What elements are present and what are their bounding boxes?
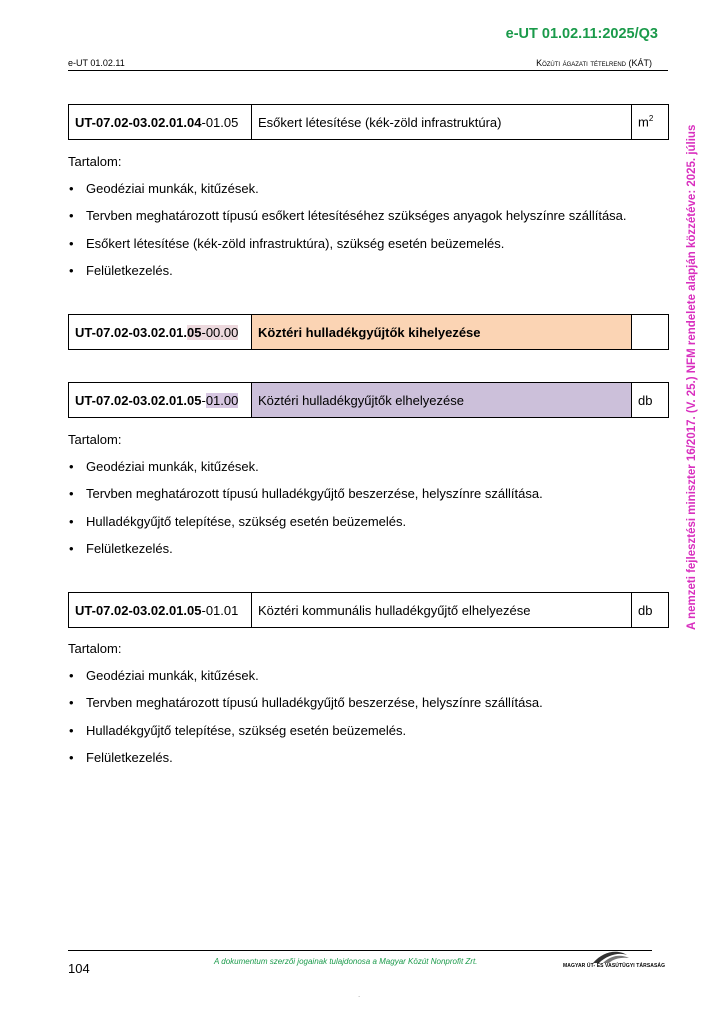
list-item: • Geodéziai munkák, kitűzések. — [68, 668, 543, 695]
page-number: 104 — [68, 961, 90, 976]
item-table — [68, 592, 669, 628]
doc-code: e-UT 01.02.11:2025/Q3 — [505, 26, 658, 42]
list-item: • Geodéziai munkák, kitűzések. — [68, 181, 627, 208]
item-table — [68, 314, 669, 350]
header-left: e-UT 01.02.11 — [68, 58, 125, 68]
item-title: Esőkert létesítése (kék-zöld infrastruktúra) — [252, 105, 632, 140]
page-dot: . — [358, 990, 361, 999]
footer-note: A dokumentum szerzői jogainak tulajdonosa a Magyar Közút Nonprofit Zrt. — [214, 957, 478, 966]
list-item: • Geodéziai munkák, kitűzések. — [68, 459, 543, 486]
item-title: Köztéri kommunális hulladékgyűjtő elhelyezése — [252, 593, 632, 628]
item-table — [68, 104, 669, 140]
side-note: A nemzeti fejlesztési miniszter 16/2017. (V. 25.) NFM rendelete alapján közzétéve: 2025. július — [686, 124, 698, 630]
item-unit: db — [632, 593, 669, 628]
list-item: • Felületkezelés. — [68, 541, 543, 568]
item-code: UT-07.02-03.02.01.04-01.05 — [69, 105, 252, 140]
item-code: UT-07.02-03.02.01.05-00.00 — [69, 315, 252, 350]
list-item: • Esőkert létesítése (kék-zöld infrastruktúra), szükség esetén beüzemelés. — [68, 236, 627, 263]
bullet-list — [68, 668, 543, 777]
item-unit: db — [632, 383, 669, 418]
item-title: Köztéri hulladékgyűjtők elhelyezése — [252, 383, 632, 418]
bullet-list — [68, 459, 543, 568]
list-item: • Felületkezelés. — [68, 263, 627, 290]
list-item: • Tervben meghatározott típusú esőkert létesítéséhez szükséges anyagok helyszínre szállítása. — [68, 208, 627, 235]
item-table — [68, 382, 669, 418]
content-label: Tartalom: — [68, 154, 122, 169]
item-code: UT-07.02-03.02.01.05-01.01 — [69, 593, 252, 628]
item-title: Köztéri hulladékgyűjtők kihelyezése — [252, 315, 632, 350]
item-unit — [632, 315, 669, 350]
item-unit: $m^2$ — [632, 105, 669, 140]
bullet-list — [68, 181, 627, 290]
list-item: • Tervben meghatározott típusú hulladékgyűjtő beszerzése, helyszínre szállítása. — [68, 486, 543, 513]
item-code: UT-07.02-03.02.01.05-01.00 — [69, 383, 252, 418]
content-label: Tartalom: — [68, 432, 122, 447]
header-right: Közúti ágazati tételrend (KÁT) — [536, 58, 652, 68]
list-item: • Felületkezelés. — [68, 750, 543, 777]
list-item: • Tervben meghatározott típusú hulladékgyűjtő beszerzése, helyszínre szállítása. — [68, 695, 543, 722]
list-item: • Hulladékgyűjtő telepítése, szükség esetén beüzemelés. — [68, 723, 543, 750]
header-rule — [68, 70, 668, 71]
company-logo: MAGYAR ÚT- ÉS VASÚTÜGYI TÁRSASÁG — [563, 949, 655, 973]
content-label: Tartalom: — [68, 641, 122, 656]
list-item: • Hulladékgyűjtő telepítése, szükség esetén beüzemelés. — [68, 514, 543, 541]
